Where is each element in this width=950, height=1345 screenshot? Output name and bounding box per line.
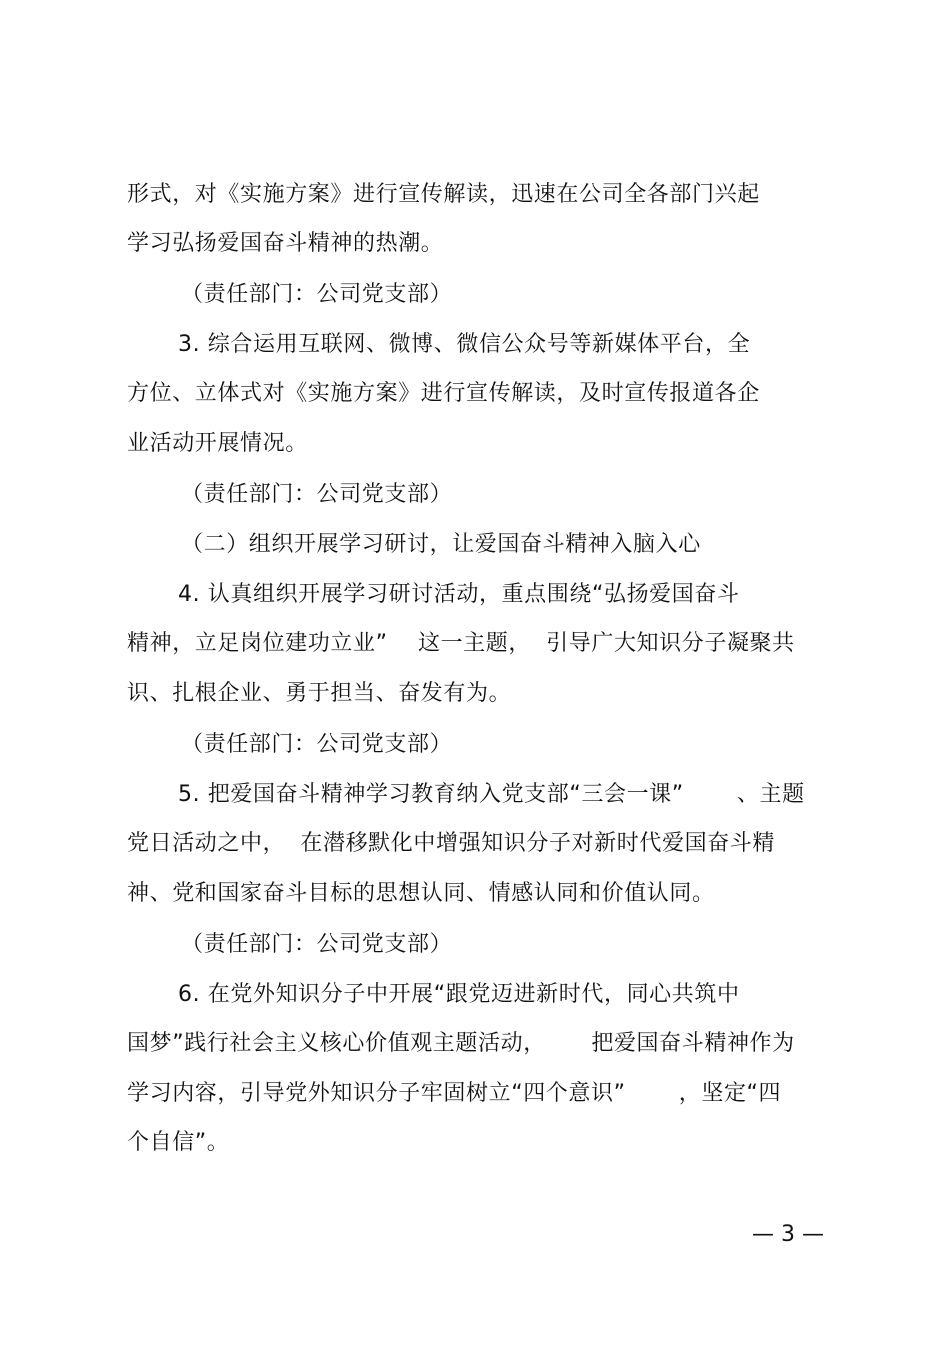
item-6-line: 6. 在党外知识分子中开展“跟党迈进新时代，同心共筑中	[178, 982, 740, 1007]
responsibility-note: （责任部门：公司党支部）	[181, 932, 453, 957]
item-4-line: 4. 认真组织开展学习研讨活动，重点围绕“弘扬爱国奋斗	[178, 582, 740, 607]
body-line: 个自信”。	[127, 1130, 230, 1155]
body-line: 国梦”践行社会主义核心价值观主题活动， 把爱国奋斗精神作为	[127, 1031, 795, 1056]
body-line: 精神，立足岗位建功立业” 这一主题， 引导广大知识分子凝聚共	[127, 631, 795, 656]
responsibility-note: （责任部门：公司党支部）	[181, 282, 453, 307]
section-heading: （二）组织开展学习研讨，让爱国奋斗精神入脑入心	[181, 532, 701, 557]
body-line: 识、扎根企业、勇于担当、奋发有为。	[127, 681, 512, 706]
page-number: — 3 —	[752, 1222, 824, 1247]
responsibility-note: （责任部门：公司党支部）	[181, 482, 453, 507]
item-3-line: 3. 综合运用互联网、微博、微信公众号等新媒体平台，全	[178, 332, 751, 357]
body-line: 神、党和国家奋斗目标的思想认同、情感认同和价值认同。	[127, 881, 715, 906]
body-line: 学习内容，引导党外知识分子牢固树立“四个意识” ，坚定“四	[127, 1081, 782, 1106]
body-line: 业活动开展情况。	[127, 431, 308, 456]
body-line: 学习弘扬爱国奋斗精神的热潮。	[127, 231, 444, 256]
body-line: 方位、立体式对《实施方案》进行宣传解读，及时宣传报道各企	[127, 381, 760, 406]
body-line: 形式，对《实施方案》进行宣传解读，迅速在公司全各部门兴起	[127, 182, 760, 207]
body-line: 党日活动之中， 在潜移默化中增强知识分子对新时代爱国奋斗精	[127, 831, 775, 856]
item-5-line: 5. 把爱国奋斗精神学习教育纳入党支部“三会一课” 、主题	[178, 782, 805, 807]
responsibility-note: （责任部门：公司党支部）	[181, 732, 453, 757]
